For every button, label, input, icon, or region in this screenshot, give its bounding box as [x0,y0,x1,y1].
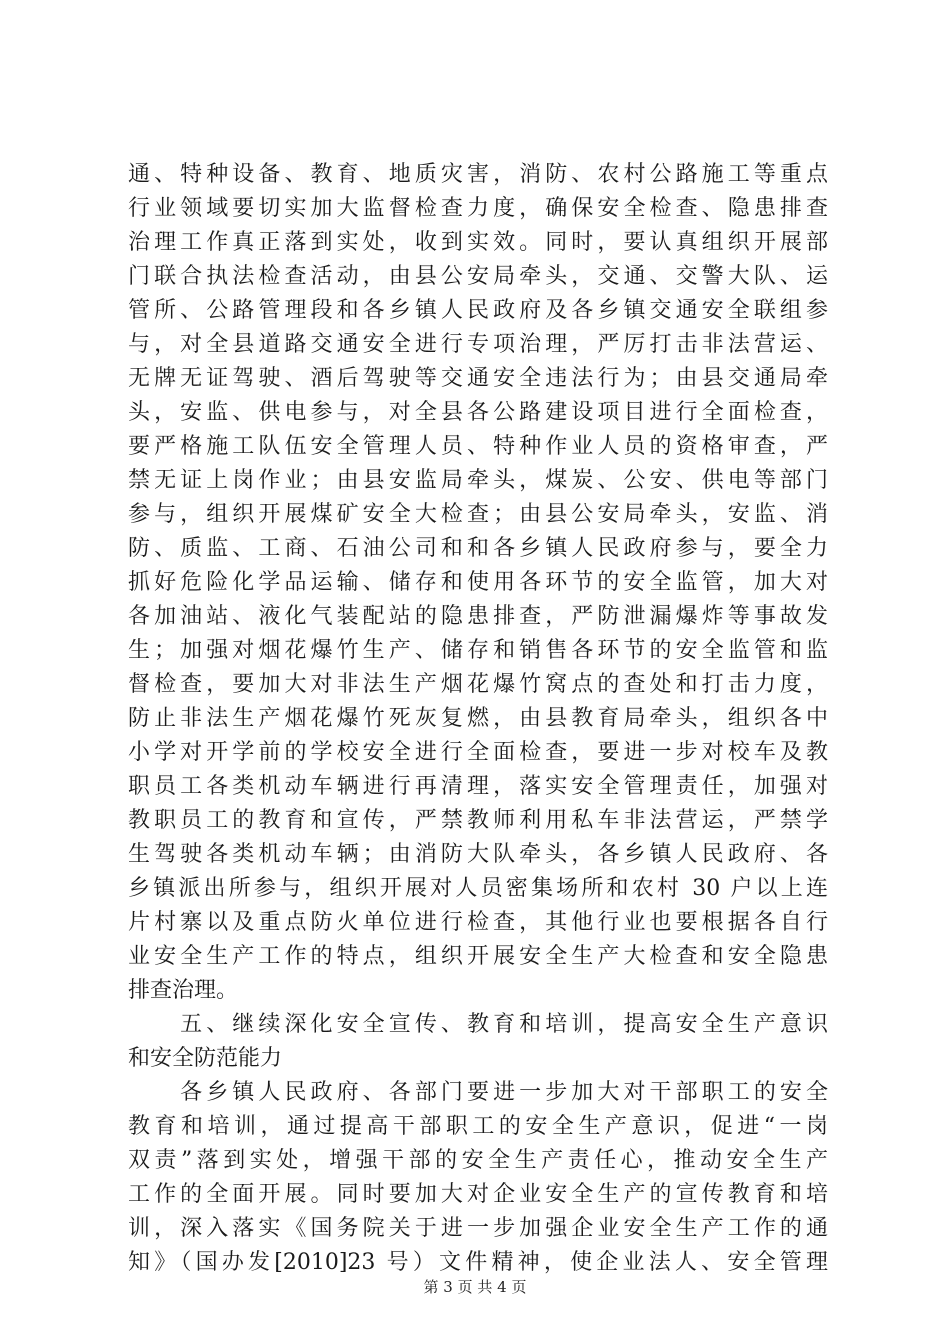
text-line: 要严格施工队伍安全管理人员、特种作业人员的资格审查，严 [128,434,828,459]
text-line: 头，安监、供电参与，对全县各公路建设项目进行全面检查， [128,400,828,425]
text-line: 双责”落到实处，增强干部的安全生产责任心，推动安全生产 [128,1148,828,1173]
text-line: 工作的全面开展。同时要加大对企业安全生产的宣传教育和培 [128,1182,828,1207]
text-line: 禁无证上岗作业；由县安监局牵头，煤炭、公安、供电等部门 [128,468,828,493]
text-line: 门联合执法检查活动，由县公安局牵头，交通、交警大队、运 [128,264,828,289]
text-line: 防、质监、工商、石油公司和和各乡镇人民政府参与，要全力 [128,536,828,561]
text-line: 排查治理。 [128,978,239,1003]
text-line: 生驾驶各类机动车辆；由消防大队牵头，各乡镇人民政府、各 [128,842,828,867]
text-line: 业安全生产工作的特点，组织开展安全生产大检查和安全隐患 [128,944,828,969]
text-line: 通、特种设备、教育、地质灾害，消防、农村公路施工等重点 [128,162,828,187]
text-line: 行业领域要切实加大监督检查力度，确保安全检查、隐患排查 [128,196,828,221]
text-line: 治理工作真正落到实处，收到实效。同时，要认真组织开展部 [128,230,828,255]
text-line: 知》（国办发[2010]23 号）文件精神，使企业法人、安全管理 [128,1250,828,1275]
text-line: 督检查，要加大对非法生产烟花爆竹窝点的查处和打击力度， [128,672,828,697]
text-line: 乡镇派出所参与，组织开展对人员密集场所和农村 30 户以上连 [128,876,828,901]
text-line: 管所、公路管理段和各乡镇人民政府及各乡镇交通安全联组参 [128,298,828,323]
text-line: 与，对全县道路交通安全进行专项治理，严厉打击非法营运、 [128,332,828,357]
text-line: 抓好危险化学品运输、储存和使用各环节的安全监管，加大对 [128,570,828,595]
text-line: 和安全防范能力 [128,1046,283,1071]
page-footer [0,1277,950,1297]
text-line: 职员工各类机动车辆进行再清理，落实安全管理责任，加强对 [128,774,828,799]
text-line: 片村寨以及重点防火单位进行检查，其他行业也要根据各自行 [128,910,828,935]
text-line: 生；加强对烟花爆竹生产、储存和销售各环节的安全监管和监 [128,638,828,663]
text-line: 五、继续深化安全宣传、教育和培训，提高安全生产意识 [128,1012,828,1037]
text-line: 教职员工的教育和宣传，严禁教师利用私车非法营运，严禁学 [128,808,828,833]
text-line: 各乡镇人民政府、各部门要进一步加大对干部职工的安全 [128,1080,828,1105]
text-line: 各加油站、液化气装配站的隐患排查，严防泄漏爆炸等事故发 [128,604,828,629]
text-line: 防止非法生产烟花爆竹死灰复燃，由县教育局牵头，组织各中 [128,706,828,731]
text-line: 无牌无证驾驶、酒后驾驶等交通安全违法行为；由县交通局牵 [128,366,828,391]
text-line: 教育和培训，通过提高干部职工的安全生产意识，促进“一岗 [128,1114,828,1139]
text-line: 训，深入落实《国务院关于进一步加强企业安全生产工作的通 [128,1216,828,1241]
page-number-label: 第 3 页 共 4 页 [423,1278,527,1296]
text-line: 参与，组织开展煤矿安全大检查；由县公安局牵头，安监、消 [128,502,828,527]
document-body [128,158,828,1280]
text-line: 小学对开学前的学校安全进行全面检查，要进一步对校车及教 [128,740,828,765]
